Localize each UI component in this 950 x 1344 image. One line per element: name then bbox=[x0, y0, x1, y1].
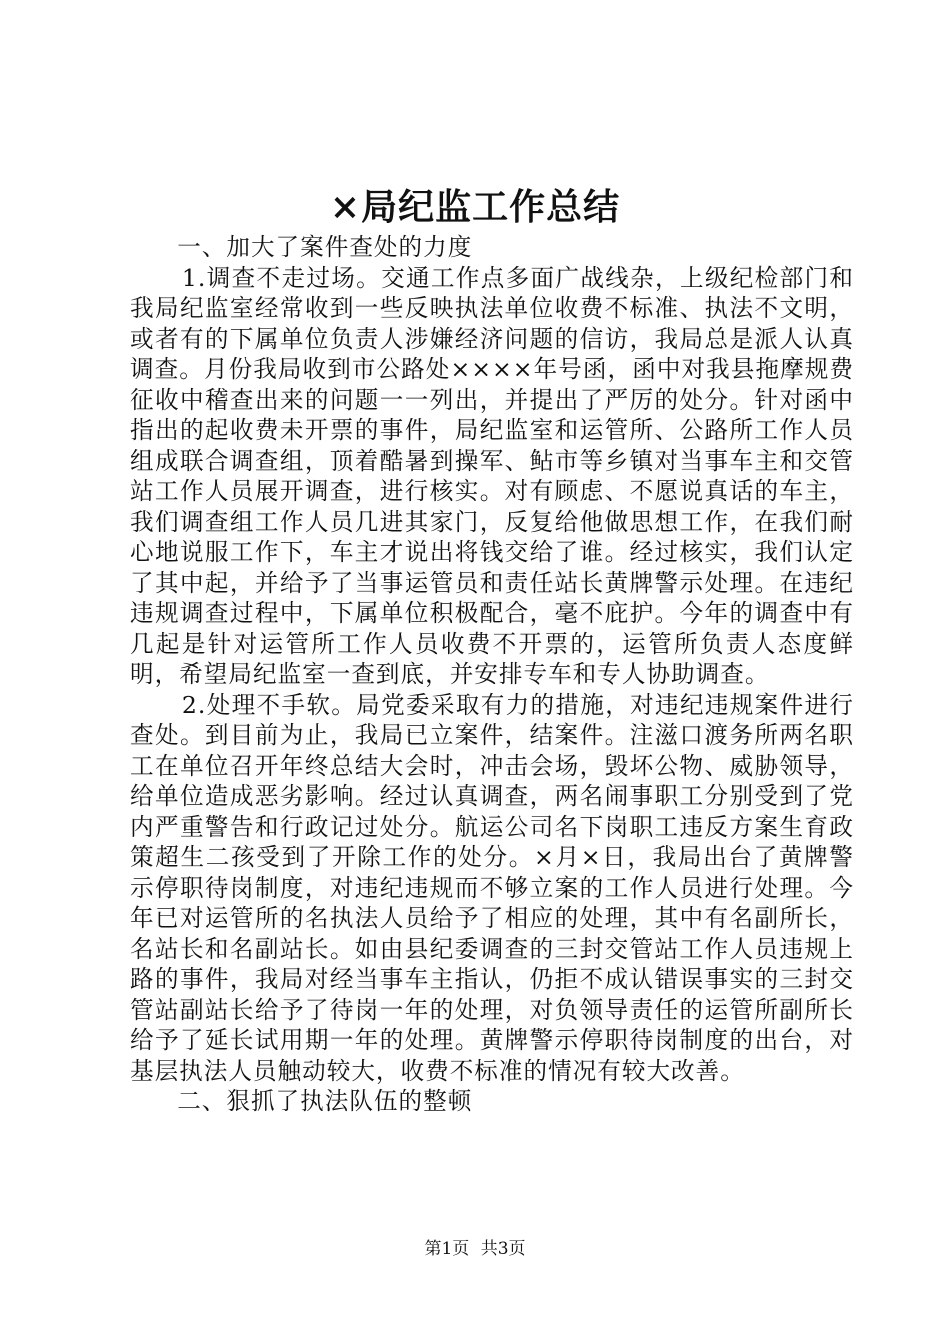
paragraph-2: 2.处理不手软。局党委采取有力的措施，对违纪违规案件进行查处。到目前为止，我局已立案件，结案件。注滋口渡务所两名职工在单位召开年终总结大会时，冲击会场，毁坏公物、威胁领导，给单位造成恶劣影响。经过认真调查，两名闹事职工分别受到了党内严重警告和行政记过处分。航运公司名下岗职工违反方案生育政策超生二孩受到了开除工作的处分。×月×日，我局出台了黄牌警示停职待岗制度，对违纪违规而不够立案的工作人员进行处理。今年已对运管所的名执法人员给予了相应的处理，其中有名副所长，名站长和名副站长。如由县纪委调查的三封交管站工作人员违规上路的事件，我局对经当事车主指认，仍拒不成认错误事实的三封交管站副站长给予了待岗一年的处理，对负领导责任的运管所副所长给予了延长试用期一年的处理。黄牌警示停职待岗制度的出台，对基层执法人员触动较大，收费不标准的情况有较大改善。 bbox=[130, 690, 854, 1085]
document-title: ×局纪监工作总结 bbox=[329, 186, 621, 228]
section-heading-2: 二、狠抓了执法队伍的整顿 bbox=[177, 1087, 473, 1115]
paragraph-1: 1.调查不走过场。交通工作点多面广战线杂，上级纪检部门和我局纪监室经常收到一些反映执法单位收费不标准、执法不文明，或者有的下属单位负责人涉嫌经济问题的信访，我局总是派人认真调查。月份我局收到市公路处××××年号函，函中对我县拖摩规费征收中稽查出来的问题一一列出，并提出了严厉的处分。针对函中指出的起收费未开票的事件，局纪监室和运管所、公路所工作人员组成联合调查组，顶着酷暑到操军、鲇市等乡镇对当事车主和交管站工作人员展开调查，进行核实。对有顾虑、不愿说真话的车主，我们调查组工作人员几进其家门，反复给他做思想工作，在我们耐心地说服工作下，车主才说出将钱交给了谁。经过核实，我们认定了其中起，并给予了当事运管员和责任站长黄牌警示处理。在违纪违规调查过程中，下属单位积极配合，毫不庇护。今年的调查中有几起是针对运管所工作人员收费不开票的，运管所负责人态度鲜明，希望局纪监室一查到底，并安排专车和专人协助调查。 bbox=[130, 263, 854, 688]
document-body bbox=[130, 232, 854, 1117]
page-footer bbox=[0, 1238, 950, 1260]
page-number: 第1页 bbox=[424, 1239, 470, 1259]
page-total: 共3页 bbox=[480, 1239, 526, 1259]
section-heading-1: 一、加大了案件查处的力度 bbox=[177, 233, 473, 261]
